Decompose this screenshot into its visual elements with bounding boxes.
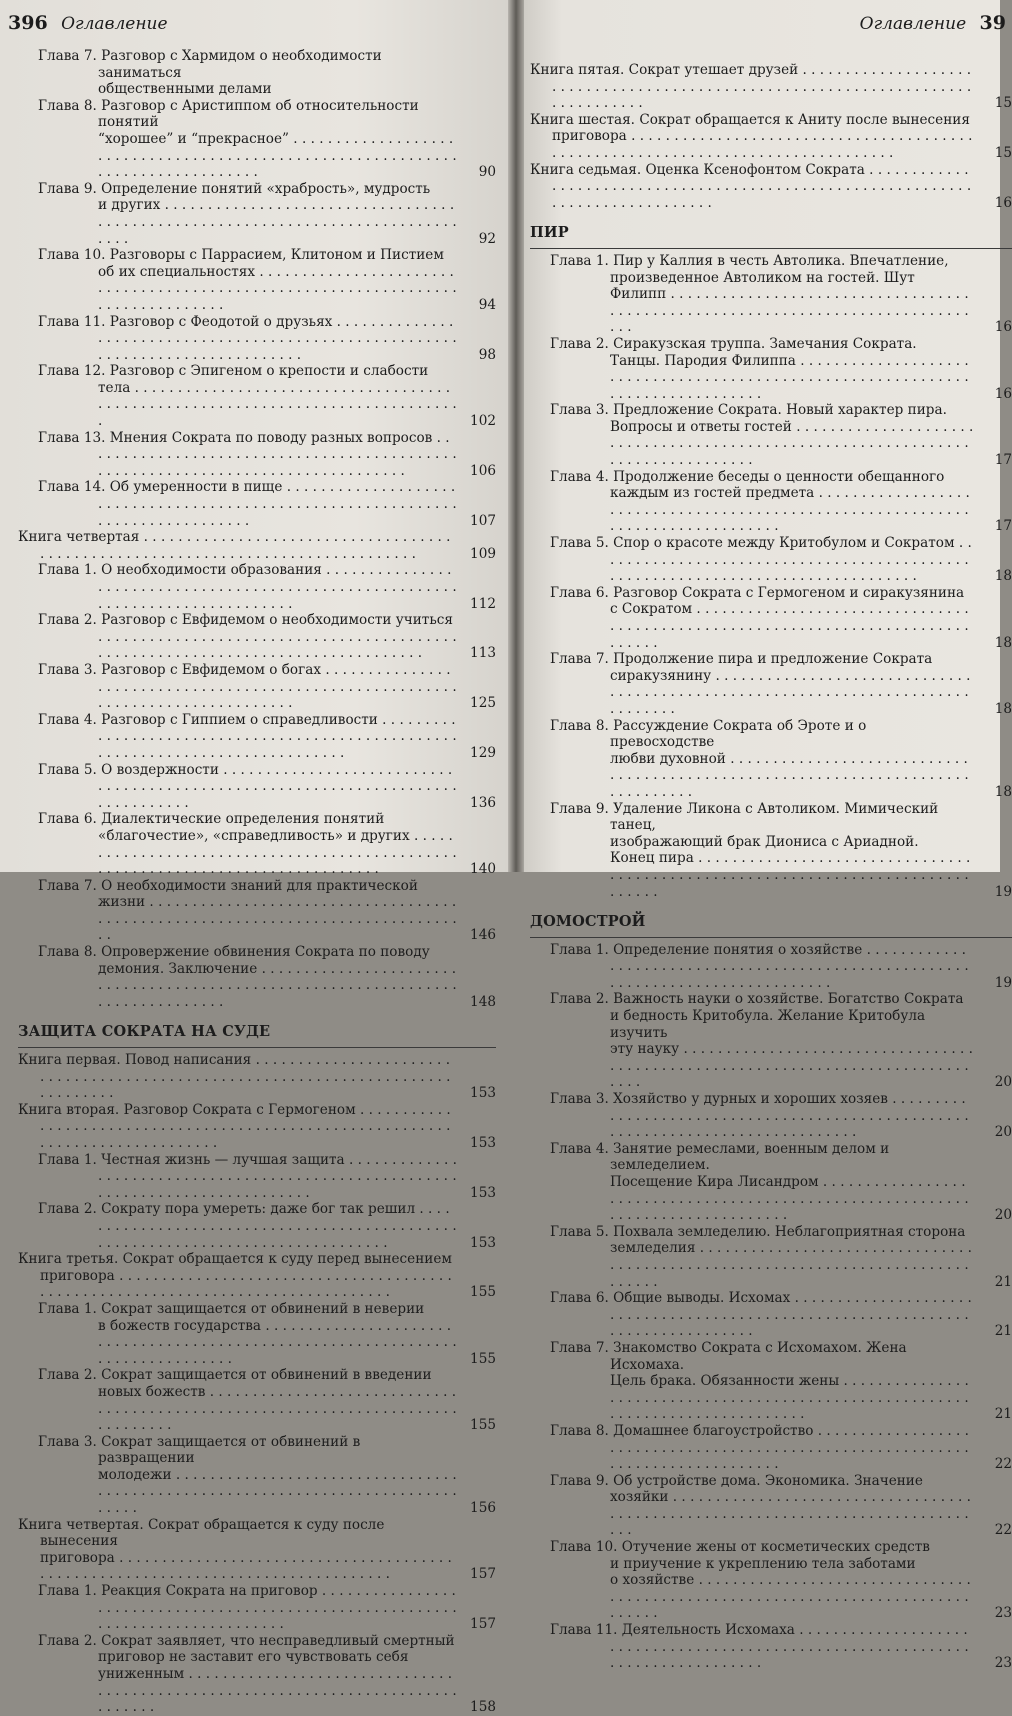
toc-entry [18, 1633, 496, 1716]
toc-entry [18, 562, 496, 612]
toc-page-number: 21 [994, 1273, 1012, 1290]
toc-entry-line: Глава 8. Разговор с Аристиппом об относительности понятий [38, 97, 419, 131]
toc-page-number: 18 [994, 700, 1012, 717]
toc-page-number: 155 [470, 1350, 496, 1367]
left-folio: 396 [8, 12, 48, 34]
toc-entry-title [38, 1152, 496, 1202]
domostroy-entries [530, 942, 1012, 1672]
toc-entry [18, 1434, 496, 1517]
toc-entry-line: Глава 7. Разговор с Хармидом о необходимости заниматься [38, 48, 382, 81]
toc-page-number: 157 [470, 1566, 496, 1583]
toc-page-number: 98 [478, 346, 496, 363]
toc-entry-line: о хозяйстве [610, 1572, 695, 1589]
right-top-entries [530, 62, 1012, 211]
toc-entry-line: Книга четвертая [18, 529, 140, 546]
toc-entry-line: Глава 10. Отучение жены от косметических средств [550, 1539, 930, 1556]
toc-entry [18, 1102, 496, 1152]
toc-entry [530, 1091, 1012, 1141]
toc-entry [530, 535, 1012, 585]
toc-entry-line: «благочестие», «справедливость» и других [98, 827, 410, 844]
toc-entry-line: Глава 11. Деятельность Исхомаха [550, 1622, 795, 1639]
toc-page-number: 19 [994, 883, 1012, 900]
toc-entry-title [38, 98, 496, 181]
toc-page-number: 153 [470, 1184, 496, 1201]
toc-page-number: 22 [994, 1456, 1012, 1473]
toc-page-number: 125 [470, 695, 496, 712]
toc-entry-title [550, 585, 1012, 651]
toc-entry-line: сиракузянину [610, 667, 712, 684]
toc-entry [530, 1423, 1012, 1473]
toc-page-number: 21 [994, 1406, 1012, 1423]
toc-entry [18, 662, 496, 712]
toc-entry-line: Глава 5. О воздержности [38, 761, 219, 778]
toc-entry [18, 811, 496, 877]
toc-entry-line: Вопросы и ответы гостей [610, 418, 792, 435]
toc-page-number: 155 [470, 1284, 496, 1301]
toc-entry [530, 112, 1012, 162]
toc-entry-line: Глава 13. Мнения Сократа по поводу разных вопросов [38, 429, 433, 446]
toc-entry-line: “хорошее” и “прекрасное” [98, 130, 289, 147]
toc-entry [18, 1301, 496, 1367]
left-running-title: Оглавление [61, 14, 168, 34]
toc-entry-line: земледелия [610, 1240, 696, 1257]
toc-entry-title [18, 1052, 496, 1102]
toc-page-number: 21 [994, 1323, 1012, 1340]
toc-entry-line: Глава 7. Знакомство Сократа с Исхомахом. Жена Исхомаха. [550, 1339, 907, 1373]
toc-entry-line: униженным [98, 1666, 185, 1682]
toc-page-number: 107 [470, 512, 496, 529]
toc-entry-line: Глава 5. Похвала земледелию. Неблагоприятная сторона [550, 1223, 966, 1240]
toc-entry-title [38, 1201, 496, 1251]
toc-entry-line: Глава 3. Сократ защищается от обвинений в развращении [38, 1433, 361, 1467]
toc-entry-line: Посещение Кира Лисандром [610, 1174, 819, 1190]
toc-entry [530, 1290, 1012, 1340]
toc-entry-title [550, 253, 1012, 336]
right-running-head [852, 12, 1006, 34]
toc-page-number: 18 [994, 783, 1012, 800]
toc-entry-line: Глава 6. Диалектические определения понятий [38, 811, 385, 828]
toc-page-number: 157 [470, 1616, 496, 1633]
toc-page-number: 90 [478, 164, 496, 181]
toc-page-number: 18 [994, 634, 1012, 651]
toc-entry-line: Танцы. Пародия Филиппа [610, 352, 796, 369]
toc-entry-line: Глава 8. Рассуждение Сократа об Эроте и о превосходстве [550, 717, 867, 751]
toc-entry [530, 942, 1012, 992]
toc-page-number: 22 [994, 1522, 1012, 1539]
toc-entry-line: демония. Заключение [98, 960, 258, 977]
toc-page-number: 20 [994, 1124, 1012, 1141]
toc-page-number: 155 [470, 1417, 496, 1434]
toc-page-number: 15 [994, 95, 1012, 112]
toc-entry-line: Глава 5. Спор о красоте между Критобулом и Сократом [550, 535, 955, 552]
toc-entry [18, 1152, 496, 1202]
toc-entry [18, 479, 496, 529]
toc-entry [530, 162, 1012, 212]
toc-page-number: 140 [470, 861, 496, 878]
toc-entry-line: Книга пятая. Сократ утешает друзей [530, 62, 799, 78]
toc-page-number: 156 [470, 1500, 496, 1517]
toc-entry [18, 944, 496, 1010]
toc-entry-line: общественными делами [98, 81, 272, 98]
toc-page-number: 153 [470, 1085, 496, 1102]
toc-entry-title [38, 314, 496, 364]
toc-entry [18, 1583, 496, 1633]
toc-entry-line: Глава 4. Разговор с Гиппием о справедливости [38, 711, 378, 728]
toc-entry [530, 991, 1012, 1091]
toc-entry [18, 1251, 496, 1301]
section-rule [530, 937, 1012, 938]
toc-page-number: 106 [470, 462, 496, 479]
toc-entry-line: изображающий брак Диониса с Ариадной. [610, 833, 919, 850]
toc-entry [530, 469, 1012, 535]
toc-entry-line: Глава 14. Об умеренности в пище [38, 479, 283, 496]
toc-entry-line: Книга седьмая. Оценка Ксенофонтом Сократа [530, 161, 865, 178]
toc-entry [530, 585, 1012, 651]
toc-entry [530, 1539, 1012, 1622]
toc-entry-line: молодежи [98, 1466, 172, 1483]
book-gutter [508, 0, 524, 872]
toc-entry-line: и других [98, 197, 161, 214]
toc-entry-line: об их специальностях [98, 263, 256, 280]
toc-entry-line: Цель брака. Обязанности жены [610, 1373, 840, 1390]
toc-entry-line: Книга шестая. Сократ обращается к Аниту после вынесения [530, 111, 970, 128]
toc-entry-title [38, 1434, 496, 1517]
toc-entry-line: Глава 9. Об устройстве дома. Экономика. Значение хозяйки [550, 1472, 923, 1506]
right-folio: 39 [979, 12, 1006, 34]
toc-entry-title [38, 1301, 496, 1367]
toc-entry-line: Глава 2. Сократ защищается от обвинений в введении [38, 1367, 432, 1384]
toc-entry-line: Глава 1. Пир у Каллия в честь Автолика. Впечатление, [550, 252, 949, 269]
toc-entry [530, 253, 1012, 336]
toc-entry-title [550, 469, 1012, 535]
toc-entry-line: приговор не заставит его чувствовать себя [98, 1649, 409, 1666]
toc-entry-title [550, 942, 1012, 992]
toc-entry-line: и бедность Критобула. Желание Критобула изучить [610, 1008, 926, 1041]
toc-page-number: 23 [994, 1605, 1012, 1622]
toc-entry-title [38, 479, 496, 529]
toc-entry [530, 62, 1012, 112]
left-toc-entries [18, 48, 496, 1010]
toc-entry-line: приговора [40, 1549, 115, 1566]
toc-entry-line: Глава 3. Предложение Сократа. Новый характер пира. [550, 402, 947, 419]
toc-page-number: 92 [478, 230, 496, 247]
toc-entry-title [550, 1224, 1012, 1290]
toc-entry-title [550, 801, 1012, 901]
toc-entry [18, 98, 496, 181]
toc-entry-title [550, 402, 1012, 468]
toc-entry-title [38, 181, 496, 247]
toc-entry-title [550, 718, 1012, 801]
toc-entry [18, 181, 496, 247]
toc-entry-title [550, 1423, 1012, 1473]
toc-entry-line: в божеств государства [98, 1317, 261, 1334]
toc-entry-line: Глава 10. Разговоры с Паррасием, Клитоном и Пистием [38, 247, 444, 264]
toc-entry [530, 1622, 1012, 1672]
toc-page-number: 153 [470, 1135, 496, 1151]
toc-page-number: 102 [470, 413, 496, 430]
toc-entry-title [38, 1633, 496, 1716]
toc-entry-title [18, 1102, 496, 1152]
toc-page-number: 17 [994, 518, 1012, 535]
toc-entry-title [530, 162, 1012, 212]
toc-entry [18, 1517, 496, 1583]
left-toc [18, 48, 496, 1716]
toc-entry [530, 651, 1012, 717]
toc-page-number: 20 [994, 1207, 1012, 1224]
toc-entry [18, 48, 496, 98]
left-running-head [8, 12, 176, 34]
toc-entry [18, 612, 496, 662]
toc-page-number: 20 [994, 1074, 1012, 1091]
toc-entry-title [18, 529, 496, 562]
toc-entry-title [530, 62, 1012, 112]
toc-entry-line: Глава 4. Продолжение беседы о ценности обещанного [550, 468, 945, 485]
toc-entry-title [550, 1473, 1012, 1539]
right-page [524, 0, 1012, 1672]
toc-page-number: 112 [470, 595, 496, 612]
toc-entry-title [38, 712, 496, 762]
toc-entry [530, 1224, 1012, 1290]
toc-entry [18, 314, 496, 364]
toc-entry [530, 801, 1012, 901]
toc-entry [530, 336, 1012, 402]
toc-page-number: 23 [994, 1655, 1012, 1672]
toc-entry-line: Глава 9. Определение понятий «храбрость», мудрость [38, 180, 431, 197]
toc-entry-line: Глава 7. Продолжение пира и предложение Сократа [550, 651, 933, 668]
toc-entry-line: Глава 1. Определение понятия о хозяйстве [550, 941, 863, 958]
toc-page-number: 16 [994, 319, 1012, 336]
toc-entry [530, 402, 1012, 468]
toc-entry-title [38, 878, 496, 944]
toc-entry-title [550, 1091, 1012, 1141]
toc-entry [18, 529, 496, 562]
toc-entry-line: Глава 3. Разговор с Евфидемом о богах [38, 661, 321, 678]
toc-entry-line: Глава 1. О необходимости образования [38, 562, 322, 579]
toc-entry-title [18, 1517, 496, 1583]
toc-entry [530, 718, 1012, 801]
toc-entry-line: эту науку [610, 1041, 680, 1058]
section-rule [18, 1047, 496, 1048]
toc-entry-line: любви духовной [610, 750, 726, 767]
toc-entry-line: Глава 2. Разговор с Евфидемом о необходимости учиться [38, 612, 453, 629]
toc-entry [18, 1201, 496, 1251]
toc-entry-line: приговора [40, 1267, 115, 1284]
toc-entry-line: Книга вторая. Разговор Сократа с Гермогеном [18, 1101, 356, 1118]
toc-entry-title [550, 651, 1012, 717]
section-title-zashchita: ЗАЩИТА СОКРАТА НА СУДЕ [18, 1023, 271, 1041]
toc-entry-title [38, 562, 496, 612]
toc-entry-title [550, 1141, 1012, 1224]
toc-entry [18, 1367, 496, 1433]
toc-page-number: 109 [470, 545, 496, 562]
toc-page-number: 18 [994, 568, 1012, 585]
right-running-title: Оглавление [859, 14, 967, 34]
toc-entry [530, 1473, 1012, 1539]
toc-page-number: 94 [478, 296, 496, 313]
toc-entry-line: Глава 2. Сократ заявляет, что несправедливый смертный [38, 1632, 455, 1649]
toc-page-number: 158 [470, 1699, 496, 1716]
toc-entry-line: Глава 11. Разговор с Феодотой о друзьях [38, 313, 333, 330]
toc-entry-line: Глава 9. Удаление Ликона с Автоликом. Мимический танец, [550, 800, 939, 834]
toc-entry-line: Глава 1. Честная жизнь — лучшая защита [38, 1151, 345, 1168]
toc-page-number: 16 [994, 385, 1012, 402]
toc-entry-title [550, 535, 1012, 585]
toc-page-number: 136 [470, 794, 496, 811]
toc-entry-line: Глава 2. Важность науки о хозяйстве. Богатство Сократа [550, 991, 964, 1008]
toc-entry [18, 1052, 496, 1102]
toc-entry-title [38, 48, 496, 98]
toc-entry-title [550, 1340, 1012, 1423]
toc-page-number: 16 [994, 194, 1012, 211]
right-toc [530, 62, 1012, 1672]
toc-entry-line: Глава 1. Реакция Сократа на приговор [38, 1583, 318, 1600]
toc-entry [530, 1340, 1012, 1423]
toc-entry-title [530, 112, 1012, 162]
toc-entry-title [38, 430, 496, 480]
toc-entry-line: Книга четвертая. Сократ обращается к суду после вынесения [18, 1516, 385, 1550]
toc-page-number: 146 [470, 927, 496, 944]
toc-entry-line: Книга первая. Повод написания [18, 1052, 252, 1069]
toc-page-number: 113 [470, 645, 496, 662]
toc-entry-title [550, 991, 1012, 1091]
section-rule [530, 248, 1012, 249]
toc-entry-line: Глава 1. Сократ защищается от обвинений в неверии [38, 1300, 425, 1317]
toc-entry [18, 762, 496, 812]
section-title-domostroy: ДОМОСТРОЙ [530, 913, 646, 931]
toc-entry-title [38, 612, 496, 662]
toc-page-number: 19 [994, 974, 1012, 991]
toc-entry-line: приговора [552, 128, 627, 145]
toc-entry-line: Глава 2. Сиракузская труппа. Замечания Сократа. [550, 335, 917, 352]
toc-entry-line: Глава 2. Сократу пора умереть: даже бог так решил [38, 1201, 416, 1218]
toc-entry-title [550, 1290, 1012, 1340]
toc-entry-title [38, 811, 496, 877]
toc-entry-line: Глава 8. Домашнее благоустройство [550, 1422, 814, 1439]
toc-page-number: 17 [994, 452, 1012, 469]
toc-page-number: 129 [470, 744, 496, 761]
toc-entry-title [38, 762, 496, 812]
toc-entry [18, 878, 496, 944]
toc-entry-line: Глава 6. Разговор Сократа с Гермогеном и сиракузянина [550, 584, 965, 601]
toc-entry [18, 247, 496, 313]
toc-entry-line: произведенное Автоликом на гостей. Шут Филипп [610, 269, 915, 303]
toc-page-number: 15 [994, 144, 1012, 161]
toc-entry-title [550, 336, 1012, 402]
left-section-entries [18, 1052, 496, 1716]
toc-entry [530, 1141, 1012, 1224]
toc-entry-title [38, 662, 496, 712]
toc-entry-line: Глава 12. Разговор с Эпигеном о крепости и слабости тела [38, 363, 429, 396]
toc-entry-title [550, 1539, 1012, 1622]
toc-entry-line: Глава 4. Занятие ремеслами, военным делом и земледелием. [550, 1140, 890, 1174]
pir-entries [530, 253, 1012, 900]
toc-entry [18, 363, 496, 429]
toc-entry [18, 430, 496, 480]
toc-entry-line: каждым из гостей предмета [610, 485, 815, 502]
toc-page-number: 148 [470, 993, 496, 1010]
toc-entry-title [38, 944, 496, 1010]
toc-entry-line: Глава 3. Хозяйство у дурных и хороших хозяев [550, 1091, 888, 1108]
toc-entry [18, 712, 496, 762]
toc-entry-line: Глава 8. Опровержение обвинения Сократа по поводу [38, 944, 430, 961]
toc-entry-line: с Сократом [610, 601, 693, 618]
section-title-pir: ПИР [530, 224, 569, 242]
toc-entry-line: Конец пира [610, 850, 694, 867]
toc-entry-line: Глава 6. Общие выводы. Исхомах [550, 1290, 791, 1307]
toc-entry-title [38, 1583, 496, 1633]
toc-entry-title [38, 247, 496, 313]
toc-entry-line: Глава 7. О необходимости знаний для практической жизни [38, 877, 418, 911]
toc-entry-title [38, 363, 496, 429]
toc-entry-line: новых божеств [98, 1383, 206, 1400]
toc-page-number: 153 [470, 1234, 496, 1251]
toc-entry-title [18, 1251, 496, 1301]
toc-entry-title [38, 1367, 496, 1433]
toc-entry-line: Книга третья. Сократ обращается к суду перед вынесением [18, 1251, 452, 1268]
toc-entry-title [550, 1622, 1012, 1672]
toc-entry-line: и приучение к укреплению тела заботами [610, 1555, 916, 1572]
